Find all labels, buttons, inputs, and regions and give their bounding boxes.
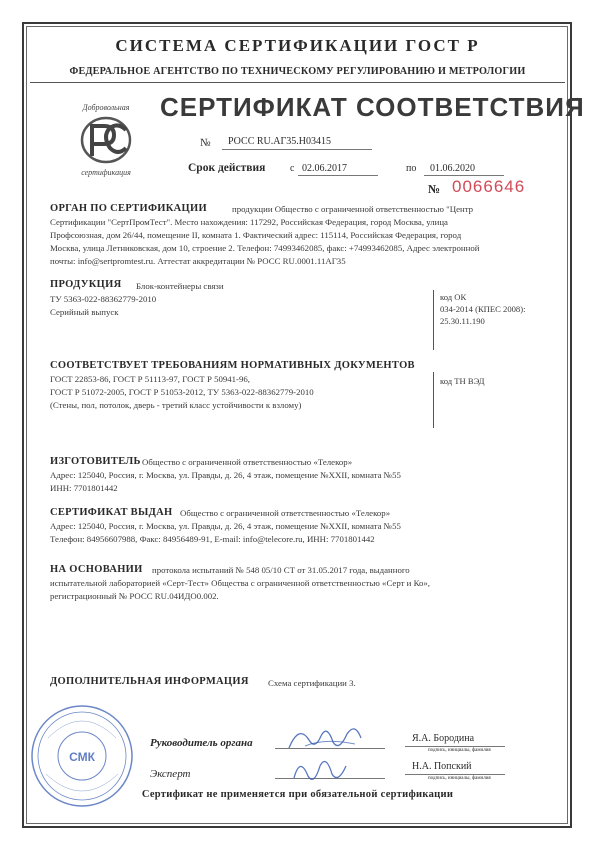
manufacturer-line: Общество с ограниченной ответственностью «Телекор» bbox=[142, 457, 353, 467]
expert-name-line bbox=[405, 774, 505, 775]
number-underline bbox=[222, 149, 372, 150]
validity-label: Срок действия bbox=[188, 162, 266, 174]
manufacturer-line: Адрес: 125040, Россия, г. Москва, ул. Правды, д. 26, 4 этаж, помещение №XXII, комната №55 bbox=[50, 470, 401, 480]
issued-to-line: Телефон: 84956607988, Факс: 84956489-91, E-mail: info@telecore.ru, ИНН: 7701801442 bbox=[50, 534, 375, 544]
conformity-line: ГОСТ Р 51072-2005, ГОСТ Р 51053-2012, ТУ 5363-022-88362779-2010 bbox=[50, 387, 314, 397]
okp-code-value: 25.30.11.190 bbox=[440, 316, 485, 326]
expert-caption: подпись, инициалы, фамилия bbox=[428, 776, 491, 781]
svg-text:СМК: СМК bbox=[69, 750, 95, 764]
from-underline bbox=[298, 175, 378, 176]
certificate-title: СЕРТИФИКАТ СООТВЕТСТВИЯ bbox=[160, 92, 585, 122]
logo-text-top: Добровольная bbox=[82, 103, 130, 112]
validity-from-prefix: с bbox=[290, 163, 295, 174]
product-release: Серийный выпуск bbox=[50, 307, 119, 317]
head-of-body-label: Руководитель органа bbox=[150, 737, 253, 749]
issued-to-text bbox=[50, 507, 555, 546]
manufacturer-line: ИНН: 7701801442 bbox=[50, 483, 118, 493]
logo-text-bottom: сертификация bbox=[81, 168, 131, 177]
product-name: Блок-контейнеры связи bbox=[136, 281, 224, 291]
footer-note: Сертификат не применяется при обязательной сертификации bbox=[141, 789, 454, 800]
to-underline bbox=[424, 175, 504, 176]
basis-line: протокола испытаний № 548 05/10 СТ от 31.05.2017 года, выданного bbox=[152, 565, 410, 575]
additional-info-heading: ДОПОЛНИТЕЛЬНАЯ ИНФОРМАЦИЯ bbox=[50, 676, 249, 687]
certification-body-text bbox=[50, 203, 555, 268]
basis-line: регистрационный № РОСС RU.04ИДО0.002. bbox=[50, 591, 219, 601]
conformity-heading: СООТВЕТСТВУЕТ ТРЕБОВАНИЯМ НОРМАТИВНЫХ ДОКУМЕНТОВ bbox=[50, 360, 415, 371]
agency-name: ФЕДЕРАЛЬНОЕ АГЕНТСТВО ПО ТЕХНИЧЕСКОМУ РЕГУЛИРОВАНИЮ И МЕТРОЛОГИИ bbox=[69, 66, 526, 77]
head-name: Я.А. Бородина bbox=[412, 733, 475, 744]
validity-to-prefix: по bbox=[406, 163, 417, 174]
certification-body-line: Москва, улица Летниковская, дом 10, строение 2. Телефон: 74993462085, факс: +74993462085, Адрес электронной bbox=[50, 243, 480, 253]
product-spec: ТУ 5363-022-88362779-2010 bbox=[50, 294, 157, 304]
certification-body-heading: ОРГАН ПО СЕРТИФИКАЦИИ bbox=[50, 203, 207, 214]
head-caption: подпись, инициалы, фамилия bbox=[428, 748, 491, 753]
certification-body-line: продукции Общество с ограниченной ответственностью "Центр bbox=[232, 204, 474, 214]
basis-text bbox=[50, 564, 555, 603]
rst-logo-icon bbox=[62, 98, 150, 178]
validity-to-date: 01.06.2020 bbox=[430, 163, 475, 174]
issued-to-heading: СЕРТИФИКАТ ВЫДАН bbox=[50, 507, 173, 518]
validity-from-date: 02.06.2017 bbox=[302, 163, 347, 174]
additional-info-text: Схема сертификации 3. bbox=[268, 678, 356, 688]
basis-heading: НА ОСНОВАНИИ bbox=[50, 564, 143, 575]
conformity-line: ГОСТ 22853-86, ГОСТ Р 51113-97, ГОСТ Р 50941-96, bbox=[50, 374, 250, 384]
okp-code-label: код ОК bbox=[440, 292, 467, 302]
certificate-number: РОСС RU.АГ35.Н03415 bbox=[228, 136, 331, 147]
expert-signature-icon bbox=[290, 752, 360, 788]
serial-label: № bbox=[428, 182, 441, 196]
certification-body-line: Профсоюзная, дом 26/44, помещение II, комната 1. Фактический адрес: 115114, Российская Федерация, город bbox=[50, 230, 462, 240]
manufacturer-heading: ИЗГОТОВИТЕЛЬ bbox=[50, 456, 141, 467]
serial-number: 0066646 bbox=[452, 177, 526, 196]
manufacturer-text bbox=[50, 456, 555, 495]
expert-label: Эксперт bbox=[150, 768, 191, 780]
basis-line: испытательной лабораторией «Серт-Тест» Общества с ограниченной ответственностью «Серт и Ко», bbox=[50, 578, 430, 588]
issued-to-line: Адрес: 125040, Россия, г. Москва, ул. Правды, д. 26, 4 этаж, помещение №XXII, комната №55 bbox=[50, 521, 401, 531]
okp-code-box bbox=[440, 291, 525, 327]
conformity-line: (Стены, пол, потолок, дверь - третий класс устойчивости к взлому) bbox=[50, 400, 302, 410]
code-box-divider bbox=[433, 290, 436, 350]
issued-to-line: Общество с ограниченной ответственностью «Телекор» bbox=[180, 508, 391, 518]
certificate-number-label: № bbox=[200, 137, 211, 149]
tnved-box-divider bbox=[433, 372, 436, 428]
system-title: СИСТЕМА СЕРТИФИКАЦИИ ГОСТ Р bbox=[115, 36, 480, 55]
header-divider bbox=[30, 82, 565, 83]
conformity-text bbox=[50, 373, 314, 412]
certification-body-line: почты: info@sertpromtest.ru. Аттестат аккредитации № РОСС RU.0001.11АГ35 bbox=[50, 256, 346, 266]
head-name-line bbox=[405, 746, 505, 747]
tnved-code-label: код ТН ВЭД bbox=[440, 376, 485, 386]
expert-name: Н.А. Попский bbox=[412, 761, 472, 772]
certification-body-line: Сертификации "СертПромТест". Место нахождения: 117292, Российская Федерация, город Москва, улица bbox=[50, 217, 448, 227]
okp-code-value: 034-2014 (КПЕС 2008): bbox=[440, 304, 526, 314]
product-heading: ПРОДУКЦИЯ bbox=[50, 279, 122, 290]
